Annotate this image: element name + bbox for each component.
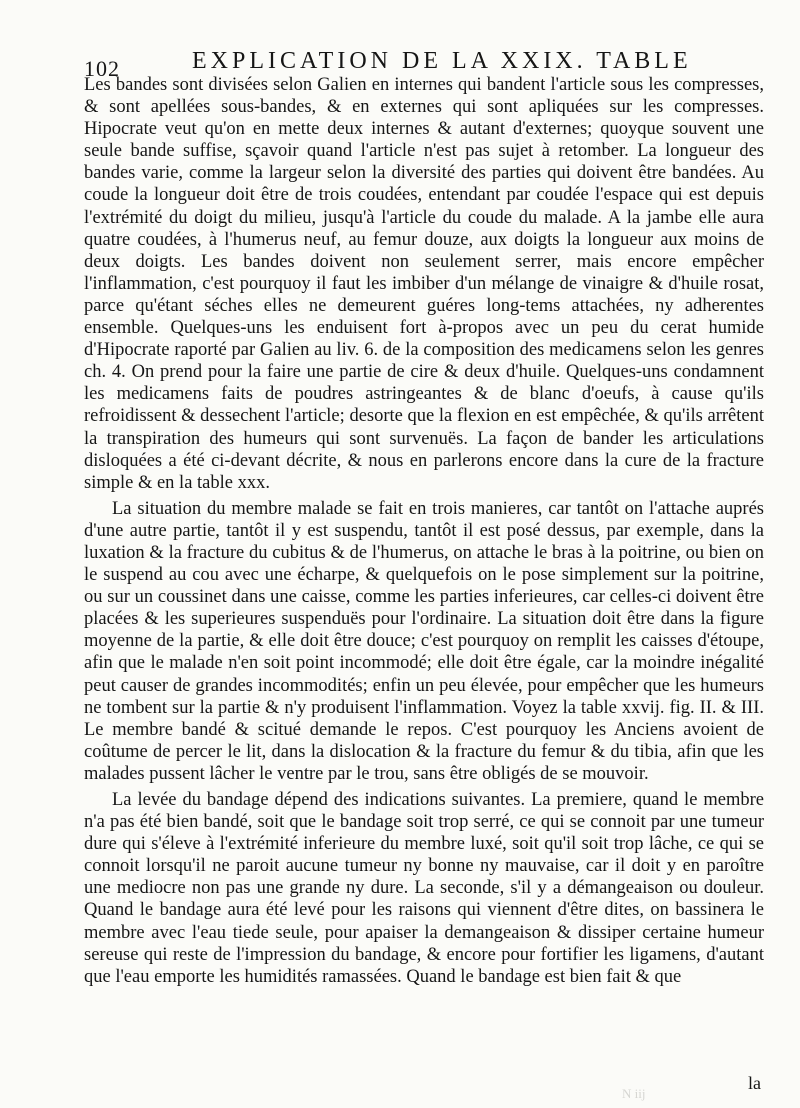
paragraph	[84, 789, 764, 988]
paragraph-text: La levée du bandage dépend des indications suivantes. La premiere, quand le membre n'a pas été bien bandé, soit que le bandage soit trop serré, ce qui se connoit par une tumeur dure qui s'éleve à l'extrémité inferieure du membre luxé, soit qu'il soit trop lâche, ce qui se connoit lorsqu'il ne paroit aucune tumeur ny bonne ny mauvaise, car il doit y en paroître une mediocre non pas une grande ny dure. La seconde, s'il y a démangeaison ou douleur. Quand le bandage aura été levé pour les raisons qui viennent d'être dites, on bassinera le membre avec l'eau tiede seule, pour apaiser la demangeaison & dissiper certaine humeur sereuse qui reste de l'impression du bandage, & encore pour fortifier les ligamens, d'autant que l'eau emporte les humidités ramassées. Quand le bandage est bien fait & que	[84, 790, 764, 987]
catchword: la	[748, 1073, 761, 1093]
body-text	[84, 74, 764, 988]
paragraph-text: La situation du membre malade se fait en trois manieres, car tantôt on l'attache auprés d'une autre partie, tantôt il y est suspendu, tantôt il est posé dessus, par exemple, dans la luxation & la fracture du cubitus & de l'humerus, on attache le bras à la poitrine, ou bien on le suspend au cou avec une écharpe, & quelquefois on le pose simplement sur la poitrine, ou sur un coussinet dans une caisse, comme les parties inferieures, car celles-ci doivent être placées & les superieures suspenduës pour l'ordinaire. La situation doit être dans la figure moyenne de la partie, & elle doit être douce; c'est pourquoy on remplit les caisses d'étoupe, afin que le malade n'en soit point incommodé; elle doit être égale, car la moindre inégalité peut causer de grandes incommodités; enfin un peu élevée, pour empêcher que les humeurs ne tombent sur la partie & n'y produisent l'inflammation. Voyez la table xxvij. fig. II. & III. Le membre bandé & scitué demande le repos. C'est pourquoy les Anciens avoient de coûtume de percer le lit, dans la dislocation & la fracture du femur & du tibia, afin que les malades pussent lâcher le ventre par le trou, sans être obligés de se mouvoir.	[84, 498, 764, 784]
page-number: 102	[84, 56, 120, 81]
paragraph	[84, 498, 764, 785]
running-header	[84, 44, 750, 81]
paragraph	[84, 74, 764, 494]
paragraph-text: Les bandes sont divisées selon Galien en internes qui bandent l'article sous les compresses, & sont apellées sous-bandes, & en externes qui sont apliquées sur les compresses. Hipocrate veut qu'on en mette deux internes & autant d'externes; quoyque souvent une seule bande suffise, sçavoir quand l'article n'est pas sujet à retomber. La longueur des bandes varie, comme la largeur selon la diversité des parties qui doivent être bandées. Au coude la longueur doit être de trois coudées, entendant par coudée l'espace qui est depuis l'extrémité du doigt du milieu, jusqu'à l'article du coude du malade. A la jambe elle aura quatre coudées, à l'humerus neuf, au femur douze, aux doigts la longueur aux moins de deux doigts. Les bandes doivent non seulement serrer, mais encore empêcher l'inflammation, c'est pourquoy il faut les imbiber d'un mélange de vinaigre & d'huile rosat, parce qu'étant séches elles ne demeurent guéres long-tems attachées, ny adherentes ensemble. Quelques-uns les enduisent fort à-propos avec un peu du cerat humide d'Hipocrate raporté par Galien au liv. 6. de la composition des medicamens selon les genres ch. 4. On prend pour la faire une partie de cire & deux d'huile. Quelques-uns condamnent les medicamens faits de poudres astringeantes & de blanc d'oeufs, à cause qu'ils refroidissent & dessechent l'article; desorte que la flexion en est empêchée, & qu'ils arrêtent la transpiration des humeurs qui sont survenuës. La façon de bander les articulations disloquées a été ci-devant décrite, & nous en parlerons encore dans la cure de la fracture simple & en la table xxx.	[84, 75, 764, 493]
page-title: EXPLICATION DE LA XXIX. TABLE	[192, 48, 692, 74]
signature-mark: N iij	[622, 1086, 646, 1101]
